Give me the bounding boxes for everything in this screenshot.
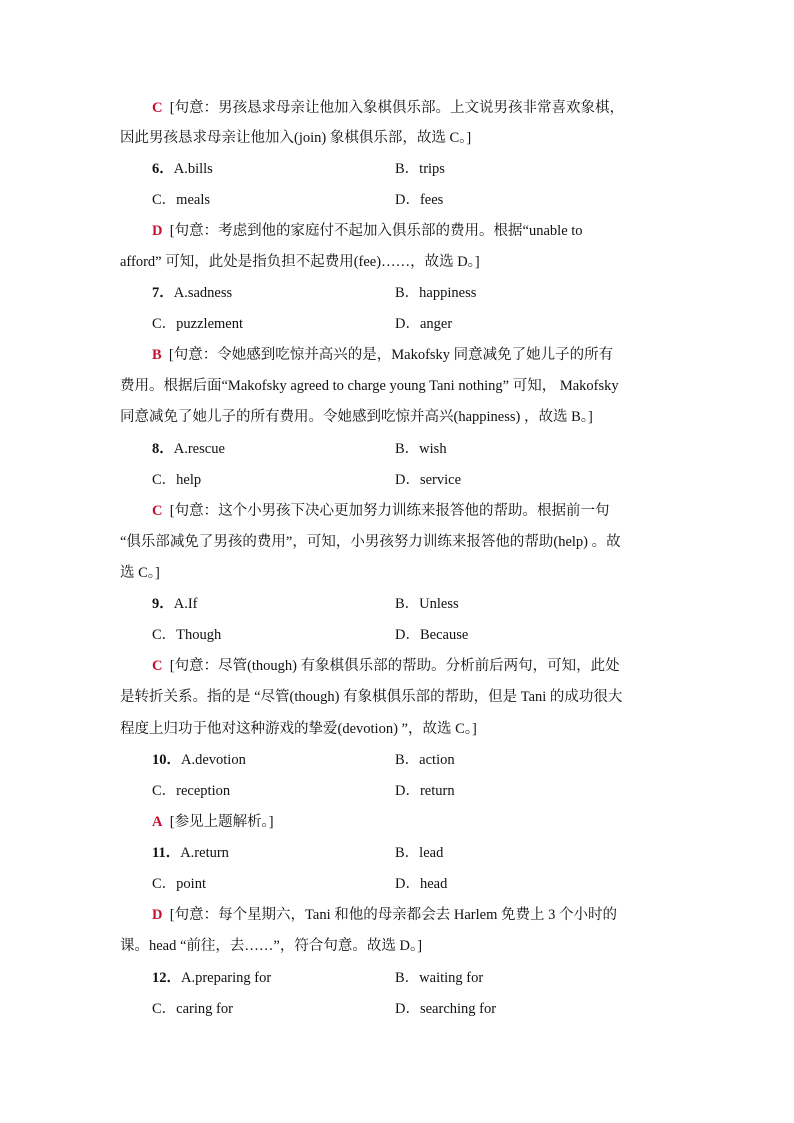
explanation-5-line2: 因此男孩恳求母亲让他加入(join) 象棋俱乐部，故选 C。] xyxy=(120,130,472,146)
question-11-option-a: 11．A.return xyxy=(152,845,229,861)
question-10-option-b: B．action xyxy=(395,752,455,768)
question-10-option-c: C．reception xyxy=(152,783,231,799)
question-8-option-c: C．help xyxy=(152,472,202,488)
explanation-10-line1: A [参见上题解析。] xyxy=(152,814,274,830)
question-7-option-b: B．happiness xyxy=(395,285,477,301)
question-9-option-d: D．Because xyxy=(395,627,469,643)
answer-letter: C xyxy=(152,658,163,674)
question-8-option-b: B．wish xyxy=(395,441,447,457)
question-6-option-a: 6．A.bills xyxy=(152,161,213,177)
explanation-6-line2: afford” 可知，此处是指负担不起费用(fee)……，故选 D。] xyxy=(120,254,480,270)
answer-letter: D xyxy=(152,907,163,923)
question-7-option-d: D．anger xyxy=(395,316,453,332)
explanation-7-line2: 费用。根据后面“Makofsky agreed to charge young Tani nothing” 可知， Makofsky xyxy=(120,378,619,394)
explanation-11-line2: 课。head “前往，去……”，符合句意。故选 D。] xyxy=(120,938,423,954)
question-6-option-d: D．fees xyxy=(395,192,444,208)
question-10-option-d: D．return xyxy=(395,783,455,799)
question-9-option-c: C．Though xyxy=(152,627,222,643)
explanation-9-line2: 是转折关系。指的是 “尽管(though) 有象棋俱乐部的帮助，但是 Tani 的成功很大 xyxy=(120,689,623,705)
explanation-8-line1: C [句意：这个小男孩下决心更加努力训练来报答他的帮助。根据前一句 xyxy=(152,503,610,519)
question-12-option-c: C．caring for xyxy=(152,1001,233,1017)
explanation-7-line3: 同意减免了她儿子的所有费用。令她感到吃惊并高兴(happiness) ，故选 B。] xyxy=(120,409,593,425)
answer-letter: D xyxy=(152,223,163,239)
explanation-9-line1: C [句意：尽管(though) 有象棋俱乐部的帮助。分析前后两句，可知，此处 xyxy=(152,658,620,674)
explanation-6-line1: D [句意：考虑到他的家庭付不起加入俱乐部的费用。根据“unable to xyxy=(152,223,583,239)
explanation-11-line1: D [句意：每个星期六，Tani 和他的母亲都会去 Harlem 免费上 3 个小时的 xyxy=(152,907,617,923)
question-9-option-a: 9．A.If xyxy=(152,596,198,612)
answer-letter: A xyxy=(152,814,163,830)
question-7-option-a: 7．A.sadness xyxy=(152,285,233,301)
explanation-8-line2: “俱乐部减免了男孩的费用”，可知，小男孩努力训练来报答他的帮助(help) 。故 xyxy=(120,534,621,550)
question-12-option-b: B．waiting for xyxy=(395,970,484,986)
explanation-9-line3: 程度上归功于他对这种游戏的挚爱(devotion) ”，故选 C。] xyxy=(120,721,477,737)
question-12-option-d: D．searching for xyxy=(395,1001,497,1017)
question-8-option-a: 8．A.rescue xyxy=(152,441,225,457)
question-9-option-b: B．Unless xyxy=(395,596,459,612)
question-6-option-b: B．trips xyxy=(395,161,445,177)
explanation-7-line1: B [句意：令她感到吃惊并高兴的是，Makofsky 同意减免了她儿子的所有 xyxy=(152,347,614,363)
explanation-8-line3: 选 C。] xyxy=(120,565,160,581)
answer-letter: C xyxy=(152,503,163,519)
explanation-5-line1: C [句意：男孩恳求母亲让他加入象棋俱乐部。上文说男孩非常喜欢象棋， xyxy=(152,100,625,116)
answer-letter: C xyxy=(152,100,163,116)
question-8-option-d: D．service xyxy=(395,472,462,488)
question-11-option-c: C．point xyxy=(152,876,206,892)
question-6-option-c: C．meals xyxy=(152,192,210,208)
answer-letter: B xyxy=(152,347,162,363)
question-7-option-c: C．puzzlement xyxy=(152,316,244,332)
question-10-option-a: 10．A.devotion xyxy=(152,752,246,768)
question-11-option-b: B．lead xyxy=(395,845,444,861)
question-11-option-d: D．head xyxy=(395,876,448,892)
question-12-option-a: 12．A.preparing for xyxy=(152,970,272,986)
